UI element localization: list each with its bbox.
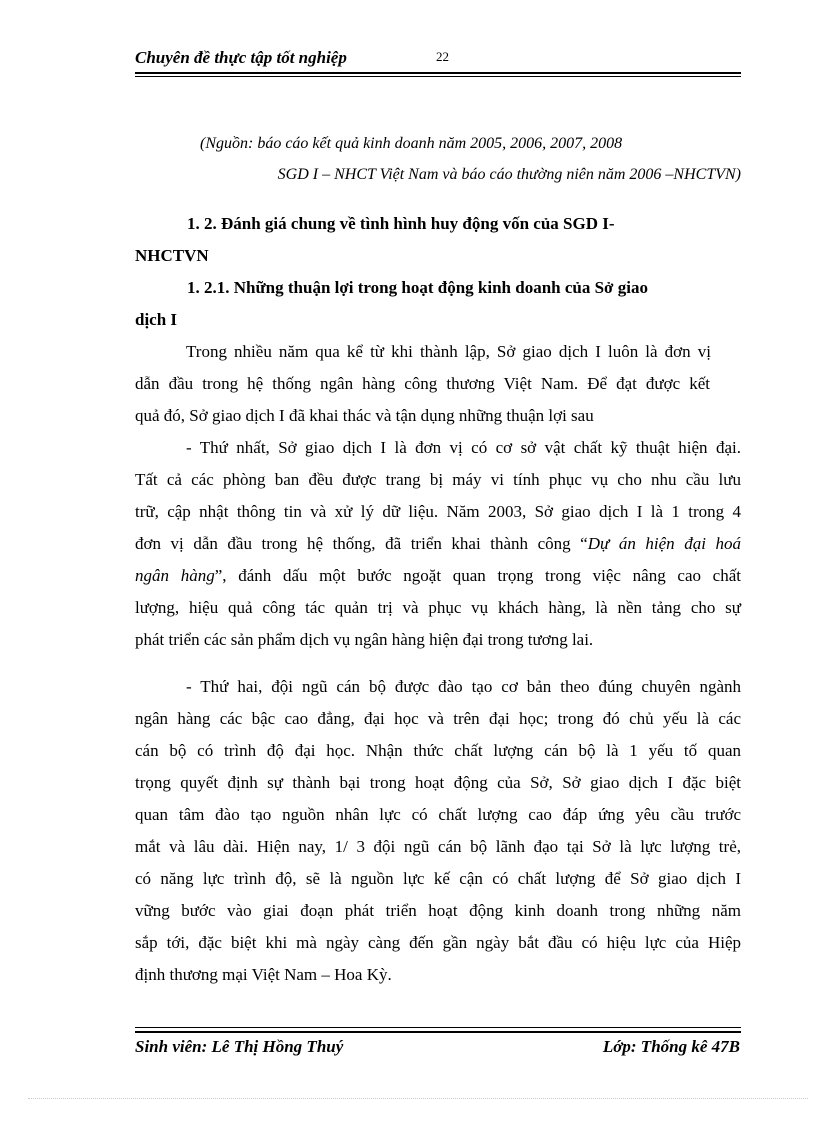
- second-point-line: có năng lực trình độ, sẽ là nguồn lực kế cận có chất lượng để Sở giao dịch I: [135, 869, 741, 888]
- second-point-line: quan tâm đào tạo nguồn nhân lực có chất lượng cao đáp ứng yêu cầu trước: [135, 805, 741, 824]
- first-point-text: ”, đánh dấu một bước ngoặt quan trọng trong việc nâng cao chất: [214, 566, 741, 585]
- source-note-line-2: SGD I – NHCT Việt Nam và báo cáo thường niên năm 2006 –NHCTVN): [277, 166, 741, 183]
- first-point-text: đơn vị dẫn đầu trong hệ thống, đã triển khai thành công “: [135, 534, 588, 553]
- first-point-line: [135, 532, 741, 556]
- first-point-line: Tất cả các phòng ban đều được trang bị máy vi tính phục vụ cho nhu cầu lưu: [135, 470, 741, 489]
- second-point-line: vững bước vào giai đoạn phát triển hoạt động kinh doanh trong những năm: [135, 901, 741, 920]
- footer-rule-thin: [135, 1027, 741, 1028]
- header-rule: [135, 72, 741, 74]
- footer-student: Sinh viên: Lê Thị Hồng Thuý: [135, 1037, 344, 1056]
- second-point-line: cán bộ có trình độ đại học. Nhận thức chất lượng cán bộ là 1 yếu tố quan: [135, 741, 741, 760]
- section-heading-cont: NHCTVN: [135, 246, 209, 265]
- first-point-line: - Thứ nhất, Sở giao dịch I là đơn vị có cơ sở vật chất kỹ thuật hiện đại.: [186, 438, 741, 457]
- first-point-line: trữ, cập nhật thông tin và xử lý dữ liệu. Năm 2003, Sở giao dịch I là 1 trong 4: [135, 502, 741, 521]
- footer-class: Lớp: Thống kê 47B: [602, 1037, 740, 1056]
- second-point-line: định thương mại Việt Nam – Hoa Kỳ.: [135, 965, 392, 984]
- first-point-line: [135, 564, 741, 588]
- header-title: Chuyên đề thực tập tốt nghiệp: [135, 48, 347, 67]
- intro-line: Trong nhiều năm qua kể từ khi thành lập, Sở giao dịch I luôn là đơn vị: [186, 342, 711, 361]
- first-point-italic: ngân hàng: [135, 566, 215, 585]
- first-point-italic: Dự án hiện đại hoá: [587, 534, 741, 553]
- subsection-heading-cont: dịch I: [135, 310, 178, 329]
- first-point-line: phát triển các sản phẩm dịch vụ ngân hàng hiện đại trong tương lai.: [135, 630, 594, 649]
- page-number: 22: [436, 49, 449, 64]
- second-point-line: sắp tới, đặc biệt khi mà ngày càng đến gần ngày bắt đầu có hiệu lực của Hiệp: [135, 933, 741, 952]
- second-point-line: mắt và lâu dài. Hiện nay, 1/ 3 đội ngũ cán bộ lãnh đạo tại Sở là lực lượng trẻ,: [135, 837, 741, 856]
- first-point-line: lượng, hiệu quả công tác quản trị và phục vụ khách hàng, là nền tảng cho sự: [135, 598, 741, 617]
- intro-line: dẫn đầu trong hệ thống ngân hàng công thương Việt Nam. Để đạt được kết: [135, 374, 710, 393]
- section-heading: 1. 2. Đánh giá chung về tình hình huy động vốn của SGD I-: [187, 214, 615, 233]
- second-point-line: ngân hàng các bậc cao đẳng, đại học và trên đại học; trong đó chủ yếu là các: [135, 709, 741, 728]
- header-rule-thin: [135, 76, 741, 77]
- intro-line: quả đó, Sở giao dịch I đã khai thác và tận dụng những thuận lợi sau: [135, 406, 594, 425]
- subsection-heading: 1. 2.1. Những thuận lợi trong hoạt động kinh doanh của Sở giao: [187, 278, 648, 297]
- second-point-line: trọng quyết định sự thành bại trong hoạt động của Sở, Sở giao dịch I đặc biệt: [135, 773, 741, 792]
- second-point-line: - Thứ hai, đội ngũ cán bộ được đào tạo cơ bản theo đúng chuyên ngành: [186, 677, 741, 696]
- source-note-line-1: (Nguồn: báo cáo kết quả kinh doanh năm 2005, 2006, 2007, 2008: [200, 135, 623, 152]
- footer-rule: [135, 1031, 741, 1033]
- page-bottom-dotted-line: [28, 1098, 808, 1099]
